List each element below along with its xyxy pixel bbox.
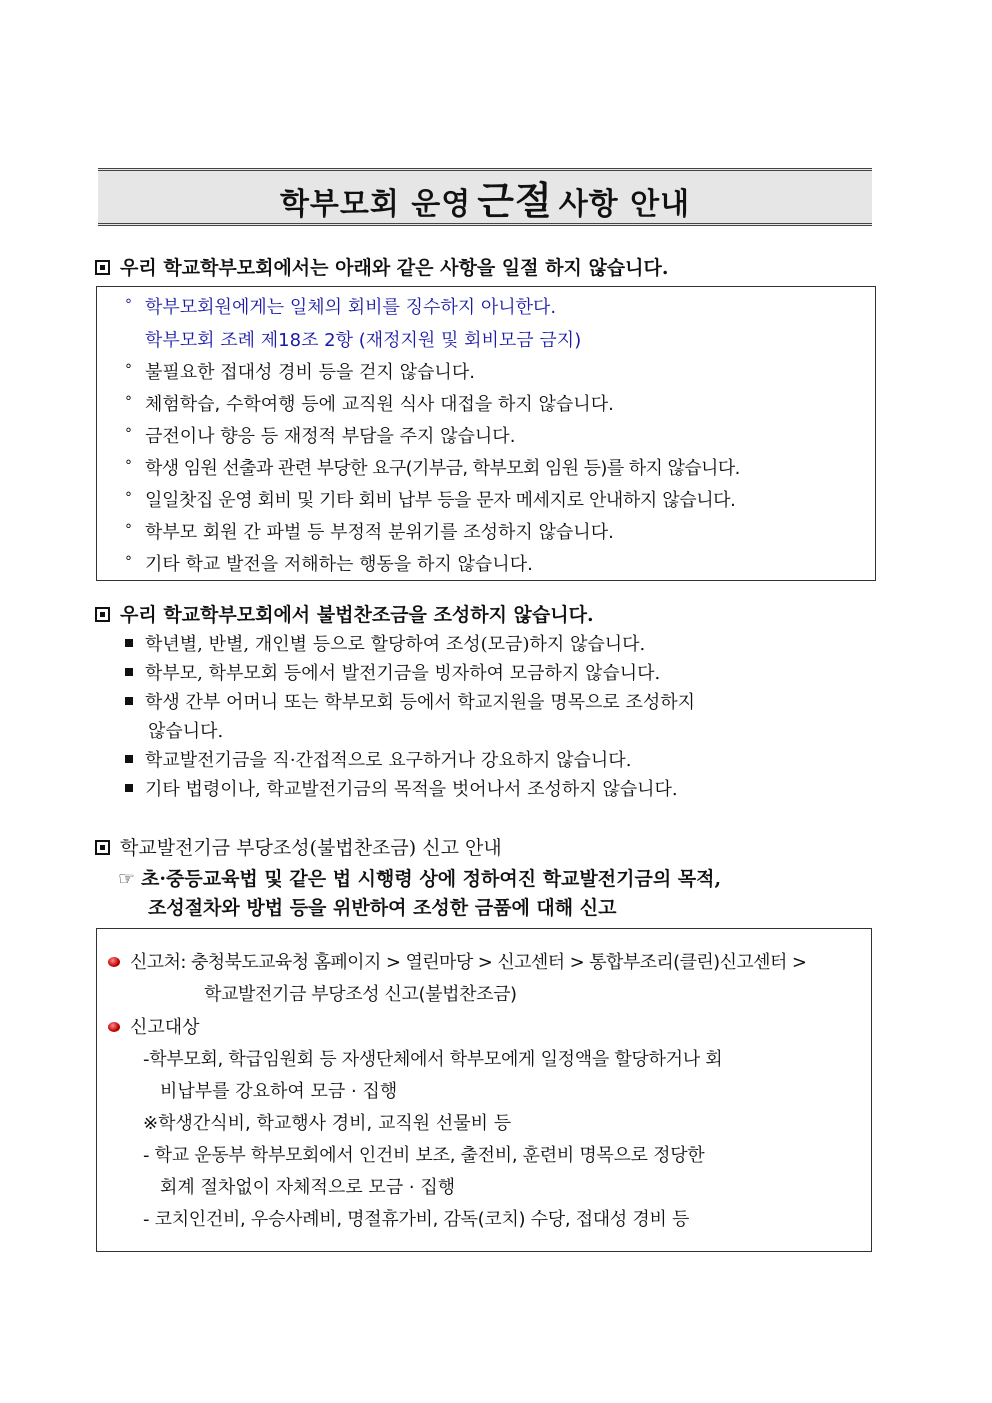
list-item-text: 학생 임원 선출과 관련 부당한 요구(기부금, 학부모회 임원 등)를 하지 않습니다. <box>145 458 740 479</box>
list-item-text: 학교발전기금을 직·간접적으로 요구하거나 강요하지 않습니다. <box>145 750 632 771</box>
list-item-text: 기타 법령이나, 학교발전기금의 목적을 벗어나서 조성하지 않습니다. <box>145 779 678 800</box>
square-bullet-icon <box>125 755 133 763</box>
list-item-text: 학부모회 조례 제18조 2항 (재정지원 및 회비모금 금지) <box>145 330 582 351</box>
target-label-text: 신고대상 <box>130 1017 200 1038</box>
list-item-text: 학부모 회원 간 파벌 등 부정적 분위기를 조성하지 않습니다. <box>145 522 614 543</box>
list-item <box>125 550 533 576</box>
pointing-hand-icon: ☞ <box>118 868 136 890</box>
list-item <box>125 518 614 544</box>
square-bullet-icon <box>125 697 133 705</box>
degree-bullet-icon: ° <box>125 394 132 410</box>
report-location-line2 <box>204 980 517 1006</box>
list-item <box>125 422 515 448</box>
section2-heading <box>95 600 594 627</box>
list-item <box>125 746 631 772</box>
report-path: 충청북도교육청 홈페이지 > 열린마당 > 신고센터 > 통합부조리(클린)신고센터 > <box>190 952 807 973</box>
target-note <box>143 1109 511 1135</box>
list-item-text: 학부모, 학부모회 등에서 발전기금을 빙자하여 모금하지 않습니다. <box>145 663 661 684</box>
list-item <box>125 630 645 656</box>
section1-heading <box>95 253 668 280</box>
list-item <box>125 717 223 743</box>
list-item <box>125 775 678 801</box>
report-location <box>108 948 806 974</box>
square-bullet-icon <box>125 639 133 647</box>
list-item-text: 학생 간부 어머니 또는 학부모회 등에서 학교지원을 명목으로 조성하지 <box>145 692 696 713</box>
report-path-2: 학교발전기금 부당조성 신고(불법찬조금) <box>204 984 517 1005</box>
list-item-text: 기타 학교 발전을 저해하는 행동을 하지 않습니다. <box>145 554 533 575</box>
square-bullet-icon <box>95 840 110 855</box>
section3-description-line2 <box>148 893 616 920</box>
degree-bullet-icon: ° <box>125 522 132 538</box>
list-item <box>125 326 581 352</box>
section3-description-line1 <box>118 864 721 891</box>
degree-bullet-icon: ° <box>125 297 132 313</box>
page-title <box>280 170 690 225</box>
title-part-2: 사항 안내 <box>558 186 691 222</box>
target-item-text: -학부모회, 학급임원회 등 자생단체에서 학부모에게 일정액을 할당하거나 회 <box>143 1049 723 1070</box>
list-item <box>125 486 736 512</box>
degree-bullet-icon: ° <box>125 554 132 570</box>
square-bullet-icon <box>125 668 133 676</box>
list-item-text: 일일찻집 운영 회비 및 기타 회비 납부 등을 문자 메세지로 안내하지 않습니다. <box>145 490 736 511</box>
list-item-text: 않습니다. <box>148 721 224 742</box>
list-item <box>125 293 556 319</box>
square-bullet-icon <box>125 784 133 792</box>
section2-heading-text: 우리 학교학부모회에서 불법찬조금을 조성하지 않습니다. <box>120 604 594 626</box>
list-item-text: 불필요한 접대성 경비 등을 걷지 않습니다. <box>145 362 475 383</box>
title-banner <box>98 168 872 226</box>
list-item <box>125 688 695 714</box>
degree-bullet-icon: ° <box>125 362 132 378</box>
target-item <box>143 1141 704 1167</box>
target-item-text: 비납부를 강요하여 모금 · 집행 <box>160 1081 398 1102</box>
section3-heading <box>95 833 502 860</box>
target-item-text: 회계 절차없이 자체적으로 모금 · 집행 <box>160 1177 456 1198</box>
list-item <box>125 390 614 416</box>
list-item <box>125 659 660 685</box>
target-note-text: ※학생간식비, 학교행사 경비, 교직원 선물비 등 <box>143 1113 512 1134</box>
target-item <box>160 1077 397 1103</box>
list-item-text: 학부모회원에게는 일체의 회비를 징수하지 아니한다. <box>145 297 557 318</box>
section3-heading-text: 학교발전기금 부당조성(불법찬조금) 신고 안내 <box>120 837 502 859</box>
degree-bullet-icon: ° <box>125 458 132 474</box>
target-item <box>143 1205 689 1231</box>
description-text: 초·중등교육법 및 같은 법 시행령 상에 정하여진 학교발전기금의 목적, <box>141 868 722 890</box>
target-item-text: - 학교 운동부 학부모회에서 인건비 보조, 출전비, 훈련비 명목으로 정당한 <box>143 1145 705 1166</box>
list-item-text: 체험학습, 수학여행 등에 교직원 식사 대접을 하지 않습니다. <box>145 394 614 415</box>
title-part-1: 학부모회 운영 <box>279 186 472 222</box>
report-label: 신고처: <box>130 952 186 973</box>
report-target-label <box>108 1013 200 1039</box>
list-item <box>125 454 740 480</box>
target-item <box>143 1045 722 1071</box>
target-item <box>160 1173 455 1199</box>
section1-heading-text: 우리 학교학부모회에서는 아래와 같은 사항을 일절 하지 않습니다. <box>120 257 669 279</box>
description-text: 조성절차와 방법 등을 위반하여 조성한 금품에 대해 신고 <box>148 897 617 919</box>
red-bullet-icon <box>108 1022 120 1032</box>
red-bullet-icon <box>108 957 120 967</box>
degree-bullet-icon: ° <box>125 426 132 442</box>
target-item-text: - 코치인건비, 우승사례비, 명절휴가비, 감독(코치) 수당, 접대성 경비 등 <box>143 1209 690 1230</box>
square-bullet-icon <box>95 607 110 622</box>
list-item-text: 금전이나 향응 등 재정적 부담을 주지 않습니다. <box>145 426 516 447</box>
list-item <box>125 358 475 384</box>
square-bullet-icon <box>95 260 110 275</box>
degree-bullet-icon: ° <box>125 490 132 506</box>
list-item-text: 학년별, 반별, 개인별 등으로 할당하여 조성(모금)하지 않습니다. <box>145 634 646 655</box>
title-emphasis: 근절 <box>477 178 553 223</box>
